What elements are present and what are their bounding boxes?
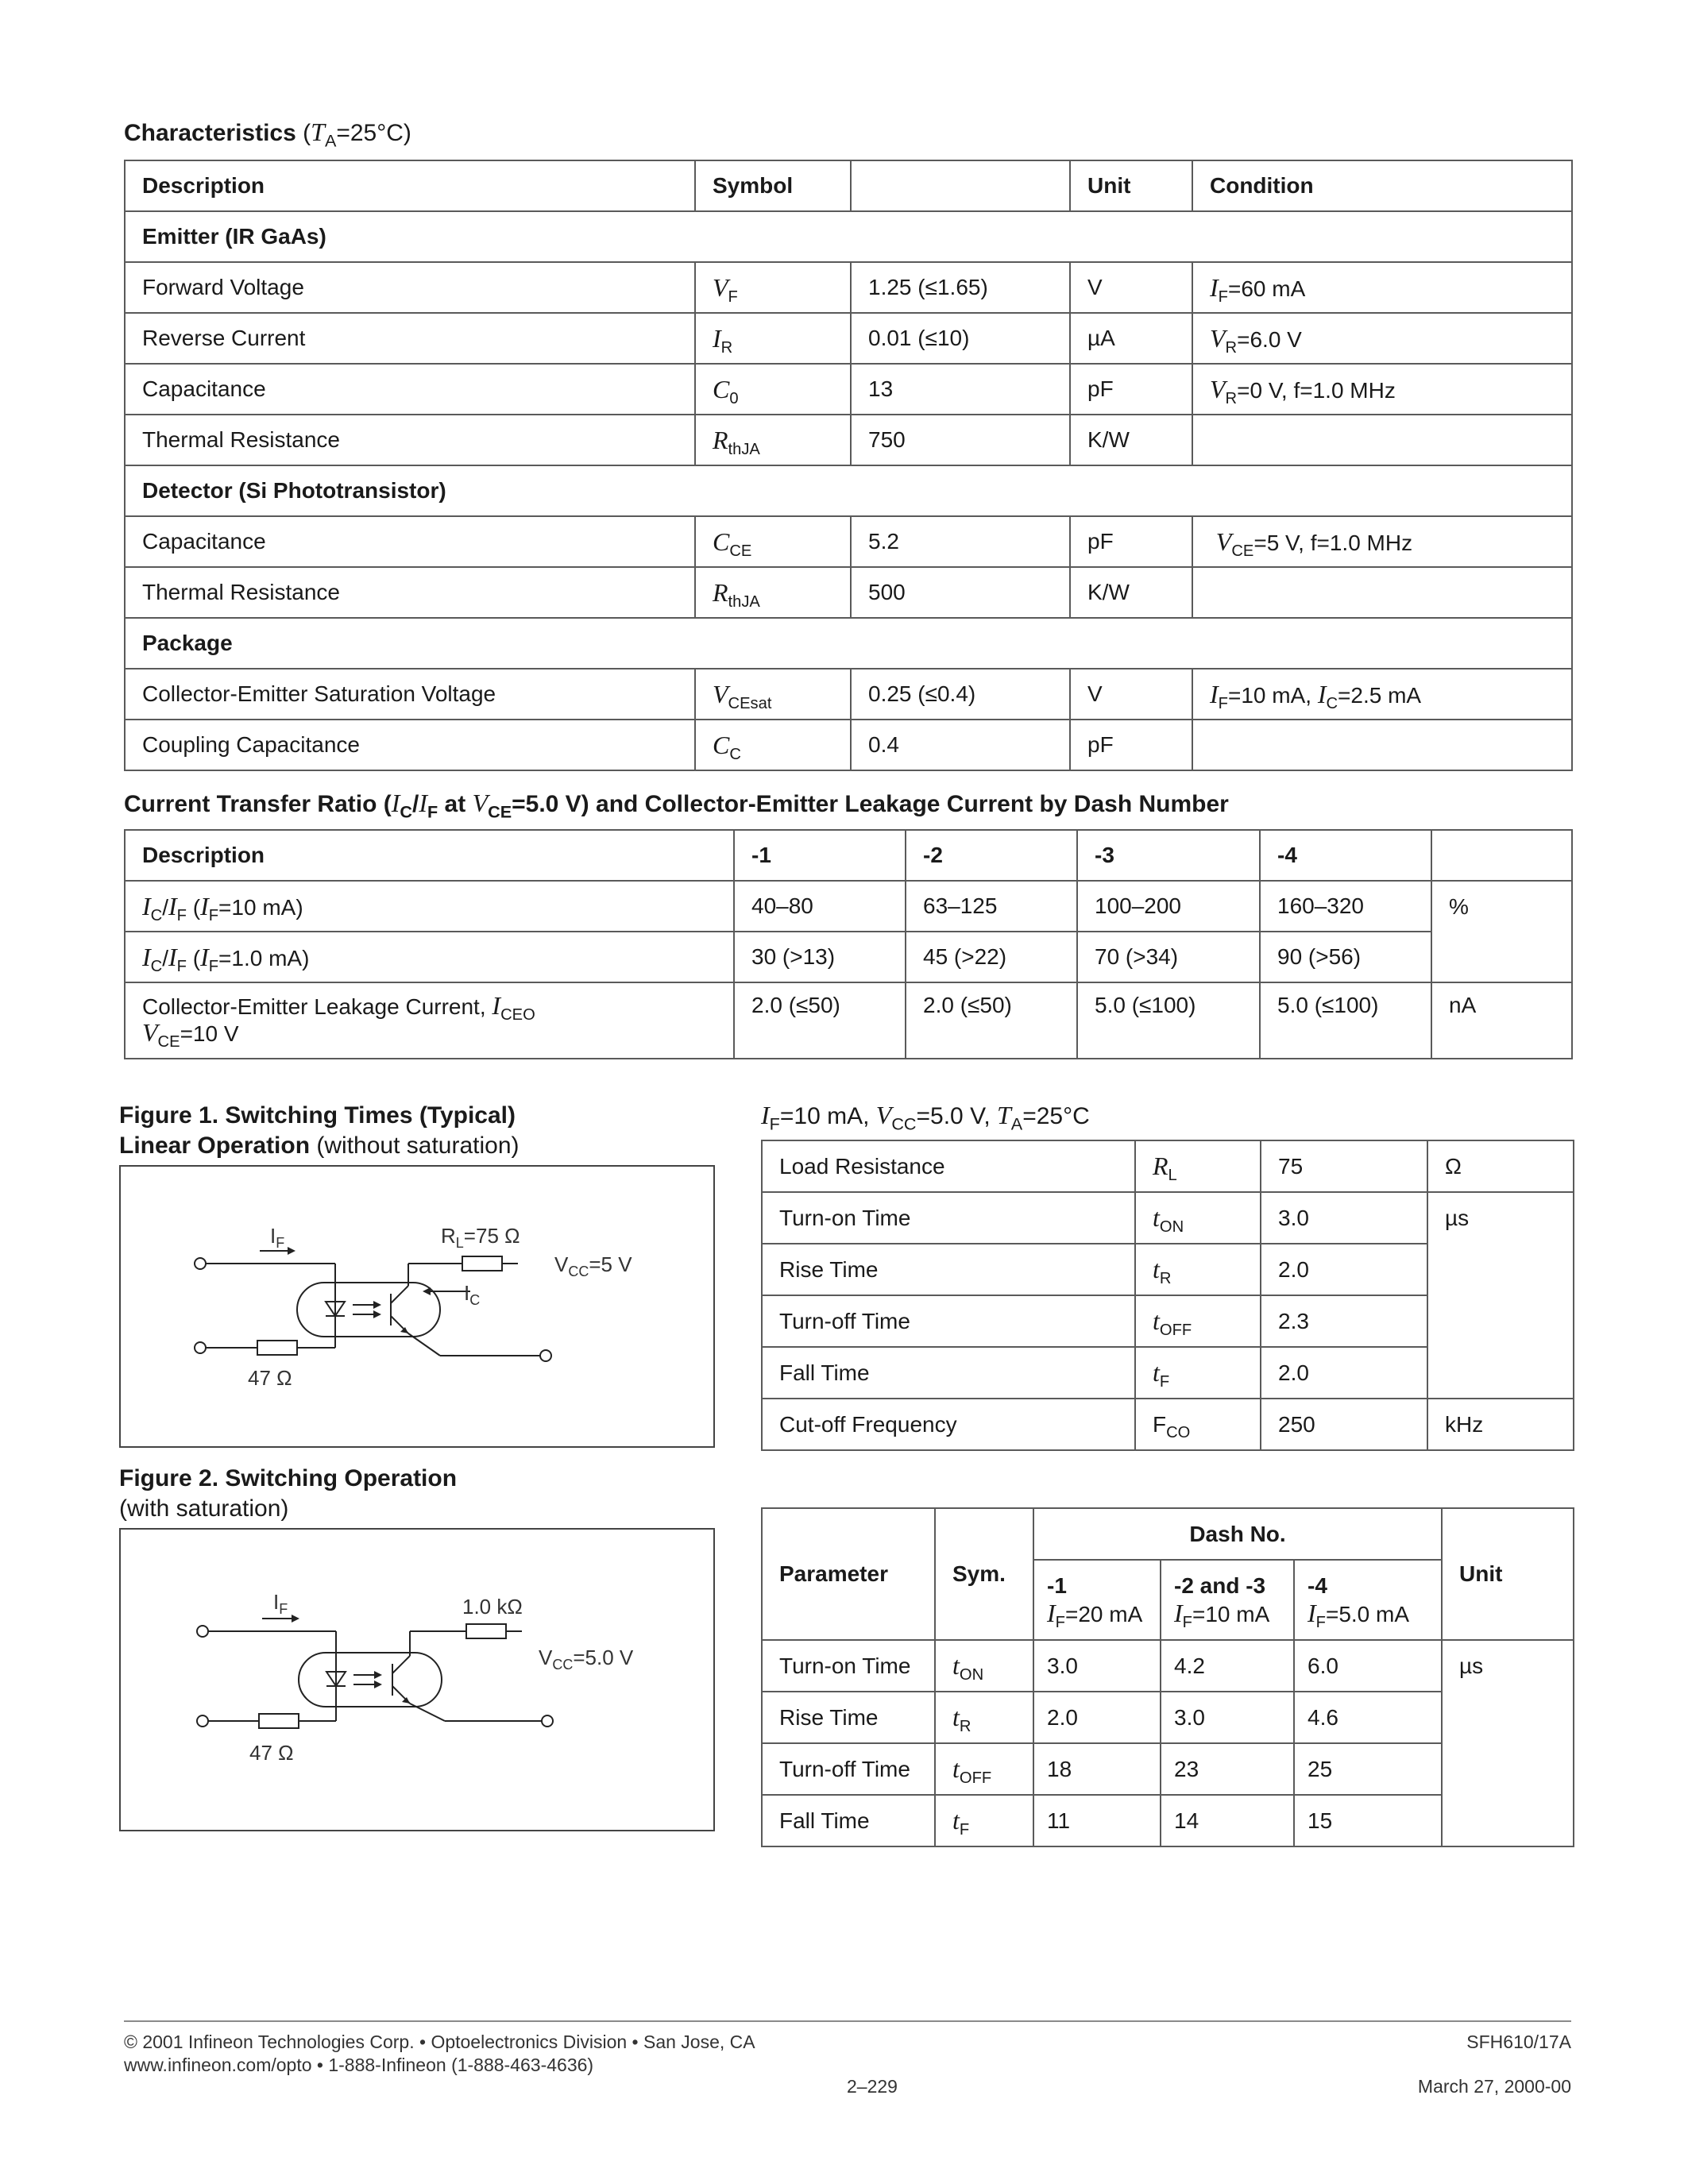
table-row	[762, 1640, 1574, 1692]
footer-page-number: 2–229	[847, 2076, 898, 2097]
cell-unit: pF	[1070, 720, 1192, 770]
cell-value: 13	[851, 364, 1070, 415]
cell-value: 25	[1294, 1743, 1442, 1795]
linear-operation-table	[761, 1140, 1574, 1451]
cell-condition: $V_R=6.0$ V	[1192, 313, 1572, 364]
cell-desc: Coupling Capacitance	[125, 720, 695, 770]
svg-text:47 Ω: 47 Ω	[248, 1366, 292, 1390]
cell-value: 0.25 (≤0.4)	[851, 669, 1070, 720]
cell-param: Rise Time	[762, 1244, 1135, 1295]
cell-symbol: $C_C$	[695, 720, 851, 770]
table-row	[125, 982, 1572, 1059]
cell-value: 18	[1033, 1743, 1161, 1795]
svg-text:IC: $I_C$	[464, 1281, 481, 1308]
cell-param: Rise Time	[762, 1692, 935, 1743]
cell-value: 0.4	[851, 720, 1070, 770]
header-unit: Unit	[1070, 160, 1192, 211]
header-description: Description	[125, 160, 695, 211]
cell-param: Load Resistance	[762, 1140, 1135, 1192]
section-emitter: Emitter (IR GaAs)	[125, 211, 1572, 262]
svg-text:VCC=5.0 V: $V_{CC}=5.0$ V	[539, 1646, 634, 1673]
cell-symbol: $V_{CEsat}$	[695, 669, 851, 720]
cell-symbol: $t_R$	[1135, 1244, 1261, 1295]
footer-contact: www.infineon.com/opto • 1-888-Infineon (1-888-463-4636)	[124, 2055, 594, 2075]
table-row	[125, 669, 1572, 720]
cell-value: 63–125	[906, 881, 1077, 932]
cell-desc: Collector-Emitter Saturation Voltage	[125, 669, 695, 720]
cell-value: 45 (>22)	[906, 932, 1077, 982]
cell-value: 160–320	[1260, 881, 1431, 932]
header-description: Description	[125, 830, 734, 881]
cell-value: 90 (>56)	[1260, 932, 1431, 982]
cell-unit: pF	[1070, 516, 1192, 567]
cell-desc: $I_C/I_F$ ($I_F=10$ mA)	[125, 881, 734, 932]
cell-value: 75	[1261, 1140, 1427, 1192]
table-row	[125, 516, 1572, 567]
cell-desc: Reverse Current	[125, 313, 695, 364]
cell-value: 3.0	[1033, 1640, 1161, 1692]
cell-symbol: $R_{thJA}$	[695, 567, 851, 618]
figure2-subtitle: (with saturation)	[119, 1495, 289, 1522]
cell-value: 250	[1261, 1399, 1427, 1450]
cell-unit: µs	[1442, 1640, 1574, 1846]
cell-symbol: $I_R$	[695, 313, 851, 364]
cell-value: 2.3	[1261, 1295, 1427, 1347]
cell-symbol: $t_{ON}$	[1135, 1192, 1261, 1244]
table-row	[762, 1140, 1574, 1192]
cell-value: 2.0 (≤50)	[734, 982, 906, 1059]
figure1-title: Figure 1. Switching Times (Typical)	[119, 1102, 516, 1129]
header-dash-1: -1	[734, 830, 906, 881]
header-dash-number: Dash No.	[1033, 1508, 1442, 1560]
svg-text:IF: $I_F$	[270, 1224, 285, 1251]
cell-value: 3.0	[1161, 1692, 1294, 1743]
cell-unit: Ω	[1427, 1140, 1574, 1192]
table-row	[762, 1192, 1574, 1244]
figure1-circuit	[121, 1167, 713, 1446]
cell-symbol: $R_L$	[1135, 1140, 1261, 1192]
table-header-row	[125, 830, 1572, 881]
cell-unit: V	[1070, 669, 1192, 720]
cell-condition: $V_{CE}=5$ V, f=1.0 MHz	[1192, 516, 1572, 567]
cell-value: 3.0	[1261, 1192, 1427, 1244]
cell-symbol: $t_R$	[935, 1692, 1033, 1743]
cell-value: 30 (>13)	[734, 932, 906, 982]
cell-desc: Forward Voltage	[125, 262, 695, 313]
header-unit: Unit	[1442, 1508, 1574, 1640]
cell-param: Turn-on Time	[762, 1192, 1135, 1244]
cell-desc: $I_C/I_F$ ($I_F=1.0$ mA)	[125, 932, 734, 982]
section-row	[125, 618, 1572, 669]
cell-condition: $V_R=0$ V, f=1.0 MHz	[1192, 364, 1572, 415]
cell-unit: nA	[1431, 982, 1572, 1059]
table-header-row	[762, 1508, 1574, 1560]
cell-param: Turn-off Time	[762, 1295, 1135, 1347]
table-row	[125, 932, 1572, 982]
cell-symbol: $C_{CE}$	[695, 516, 851, 567]
ctr-title: Current Transfer Ratio ($I_C/I_F$ at $V_{CE}=5.0$ V) and Collector-Emitter Leakage Current by Dash Number	[124, 789, 1229, 822]
cell-value: 70 (>34)	[1077, 932, 1260, 982]
header-condition: Condition	[1192, 160, 1572, 211]
cell-condition	[1192, 720, 1572, 770]
header-unit	[1431, 830, 1572, 881]
svg-text:IF: $I_F$	[273, 1590, 288, 1617]
cell-value: 2.0	[1261, 1347, 1427, 1399]
cell-condition	[1192, 415, 1572, 465]
cell-symbol: $t_{OFF}$	[935, 1743, 1033, 1795]
header-symbol: Symbol	[695, 160, 851, 211]
linear-table-condition: $I_F=10$ mA, $V_{CC}=5.0$ V, $T_A=25^\circ C$	[761, 1101, 1090, 1134]
svg-text:RL=75 Ω: $R_L=75$ Ω	[441, 1224, 520, 1251]
cell-unit: %	[1431, 881, 1572, 982]
cell-value: 11	[1033, 1795, 1161, 1846]
cell-condition: $I_F=60$ mA	[1192, 262, 1572, 313]
cell-value: 5.2	[851, 516, 1070, 567]
header-dash-1: -1 $I_F=20$ mA	[1033, 1560, 1161, 1640]
table-row	[125, 720, 1572, 770]
cell-value: 100–200	[1077, 881, 1260, 932]
cell-desc: Thermal Resistance	[125, 415, 695, 465]
cell-unit: K/W	[1070, 415, 1192, 465]
cell-value: 500	[851, 567, 1070, 618]
cell-value: 4.6	[1294, 1692, 1442, 1743]
cell-desc: Thermal Resistance	[125, 567, 695, 618]
cell-value: 6.0	[1294, 1640, 1442, 1692]
cell-desc: Collector-Emitter Leakage Current, $I_{CEO}$ $V_{CE}=10$ V	[125, 982, 734, 1059]
table-row	[125, 567, 1572, 618]
cell-value: 23	[1161, 1743, 1294, 1795]
cell-value: 2.0	[1033, 1692, 1161, 1743]
section-row	[125, 211, 1572, 262]
figure2-title: Figure 2. Switching Operation	[119, 1465, 458, 1491]
cell-condition	[1192, 567, 1572, 618]
cell-desc: Capacitance	[125, 364, 695, 415]
switching-saturation-table	[761, 1507, 1574, 1847]
svg-text:47 Ω: 47 Ω	[249, 1741, 294, 1765]
header-dash-4: -4 $I_F=5.0$ mA	[1294, 1560, 1442, 1640]
cell-param: Fall Time	[762, 1795, 935, 1846]
cell-value: 5.0 (≤100)	[1077, 982, 1260, 1059]
cell-value: 14	[1161, 1795, 1294, 1846]
figure2-circuit	[121, 1530, 713, 1830]
characteristics-title: Characteristics $(T_A=25^\circ C)$	[124, 118, 411, 151]
cell-param: Cut-off Frequency	[762, 1399, 1135, 1450]
cell-symbol: $t_F$	[1135, 1347, 1261, 1399]
cell-symbol: $F_{CO}$	[1135, 1399, 1261, 1450]
cell-value: 0.01 (≤10)	[851, 313, 1070, 364]
cell-value: 1.25 (≤1.65)	[851, 262, 1070, 313]
cell-param: Turn-off Time	[762, 1743, 935, 1795]
figure2-diagram	[119, 1528, 715, 1831]
svg-text:1.0 kΩ: 1.0 kΩ	[462, 1595, 523, 1619]
header-symbol: Sym.	[935, 1508, 1033, 1640]
cell-value: 15	[1294, 1795, 1442, 1846]
header-dash-2-3: -2 and -3 $I_F=10$ mA	[1161, 1560, 1294, 1640]
cell-unit: µA	[1070, 313, 1192, 364]
cell-symbol: $t_{OFF}$	[1135, 1295, 1261, 1347]
header-parameter: Parameter	[762, 1508, 935, 1640]
cell-unit: K/W	[1070, 567, 1192, 618]
cell-symbol: $V_F$	[695, 262, 851, 313]
footer-rule	[124, 2020, 1571, 2022]
svg-text:VCC=5 V: $V_{CC}=5$ V	[554, 1252, 632, 1279]
table-header-row	[125, 160, 1572, 211]
cell-desc: Capacitance	[125, 516, 695, 567]
footer-date: March 27, 2000-00	[1417, 2076, 1571, 2097]
header-dash-3: -3	[1077, 830, 1260, 881]
cell-param: Turn-on Time	[762, 1640, 935, 1692]
cell-unit: pF	[1070, 364, 1192, 415]
table-row	[125, 415, 1572, 465]
cell-symbol: $R_{thJA}$	[695, 415, 851, 465]
header-dash-4: -4	[1260, 830, 1431, 881]
cell-symbol: $t_F$	[935, 1795, 1033, 1846]
cell-symbol: $C_0$	[695, 364, 851, 415]
cell-value: 40–80	[734, 881, 906, 932]
figure1-diagram	[119, 1165, 715, 1448]
table-row	[125, 313, 1572, 364]
table-row	[125, 364, 1572, 415]
cell-value: 5.0 (≤100)	[1260, 982, 1431, 1059]
cell-unit: V	[1070, 262, 1192, 313]
cell-unit: kHz	[1427, 1399, 1574, 1450]
footer-copyright: © 2001 Infineon Technologies Corp. • Optoelectronics Division • San Jose, CA	[124, 2032, 755, 2052]
section-package: Package	[125, 618, 1572, 669]
table-row	[125, 881, 1572, 932]
cell-param: Fall Time	[762, 1347, 1135, 1399]
characteristics-table	[124, 160, 1573, 771]
figure1-subtitle: Linear Operation (without saturation)	[119, 1133, 520, 1159]
section-detector: Detector (Si Phototransistor)	[125, 465, 1572, 516]
header-value	[851, 160, 1070, 211]
section-row	[125, 465, 1572, 516]
footer-part-number: SFH610/17A	[1466, 2032, 1571, 2052]
table-row	[125, 262, 1572, 313]
cell-symbol: $t_{ON}$	[935, 1640, 1033, 1692]
cell-unit: µs	[1427, 1192, 1574, 1399]
cell-value: 2.0 (≤50)	[906, 982, 1077, 1059]
cell-value: 2.0	[1261, 1244, 1427, 1295]
header-dash-2: -2	[906, 830, 1077, 881]
cell-condition: $I_F=10$ mA, $I_C=2.5$ mA	[1192, 669, 1572, 720]
table-row	[762, 1399, 1574, 1450]
cell-value: 4.2	[1161, 1640, 1294, 1692]
cell-value: 750	[851, 415, 1070, 465]
ctr-table	[124, 829, 1573, 1059]
